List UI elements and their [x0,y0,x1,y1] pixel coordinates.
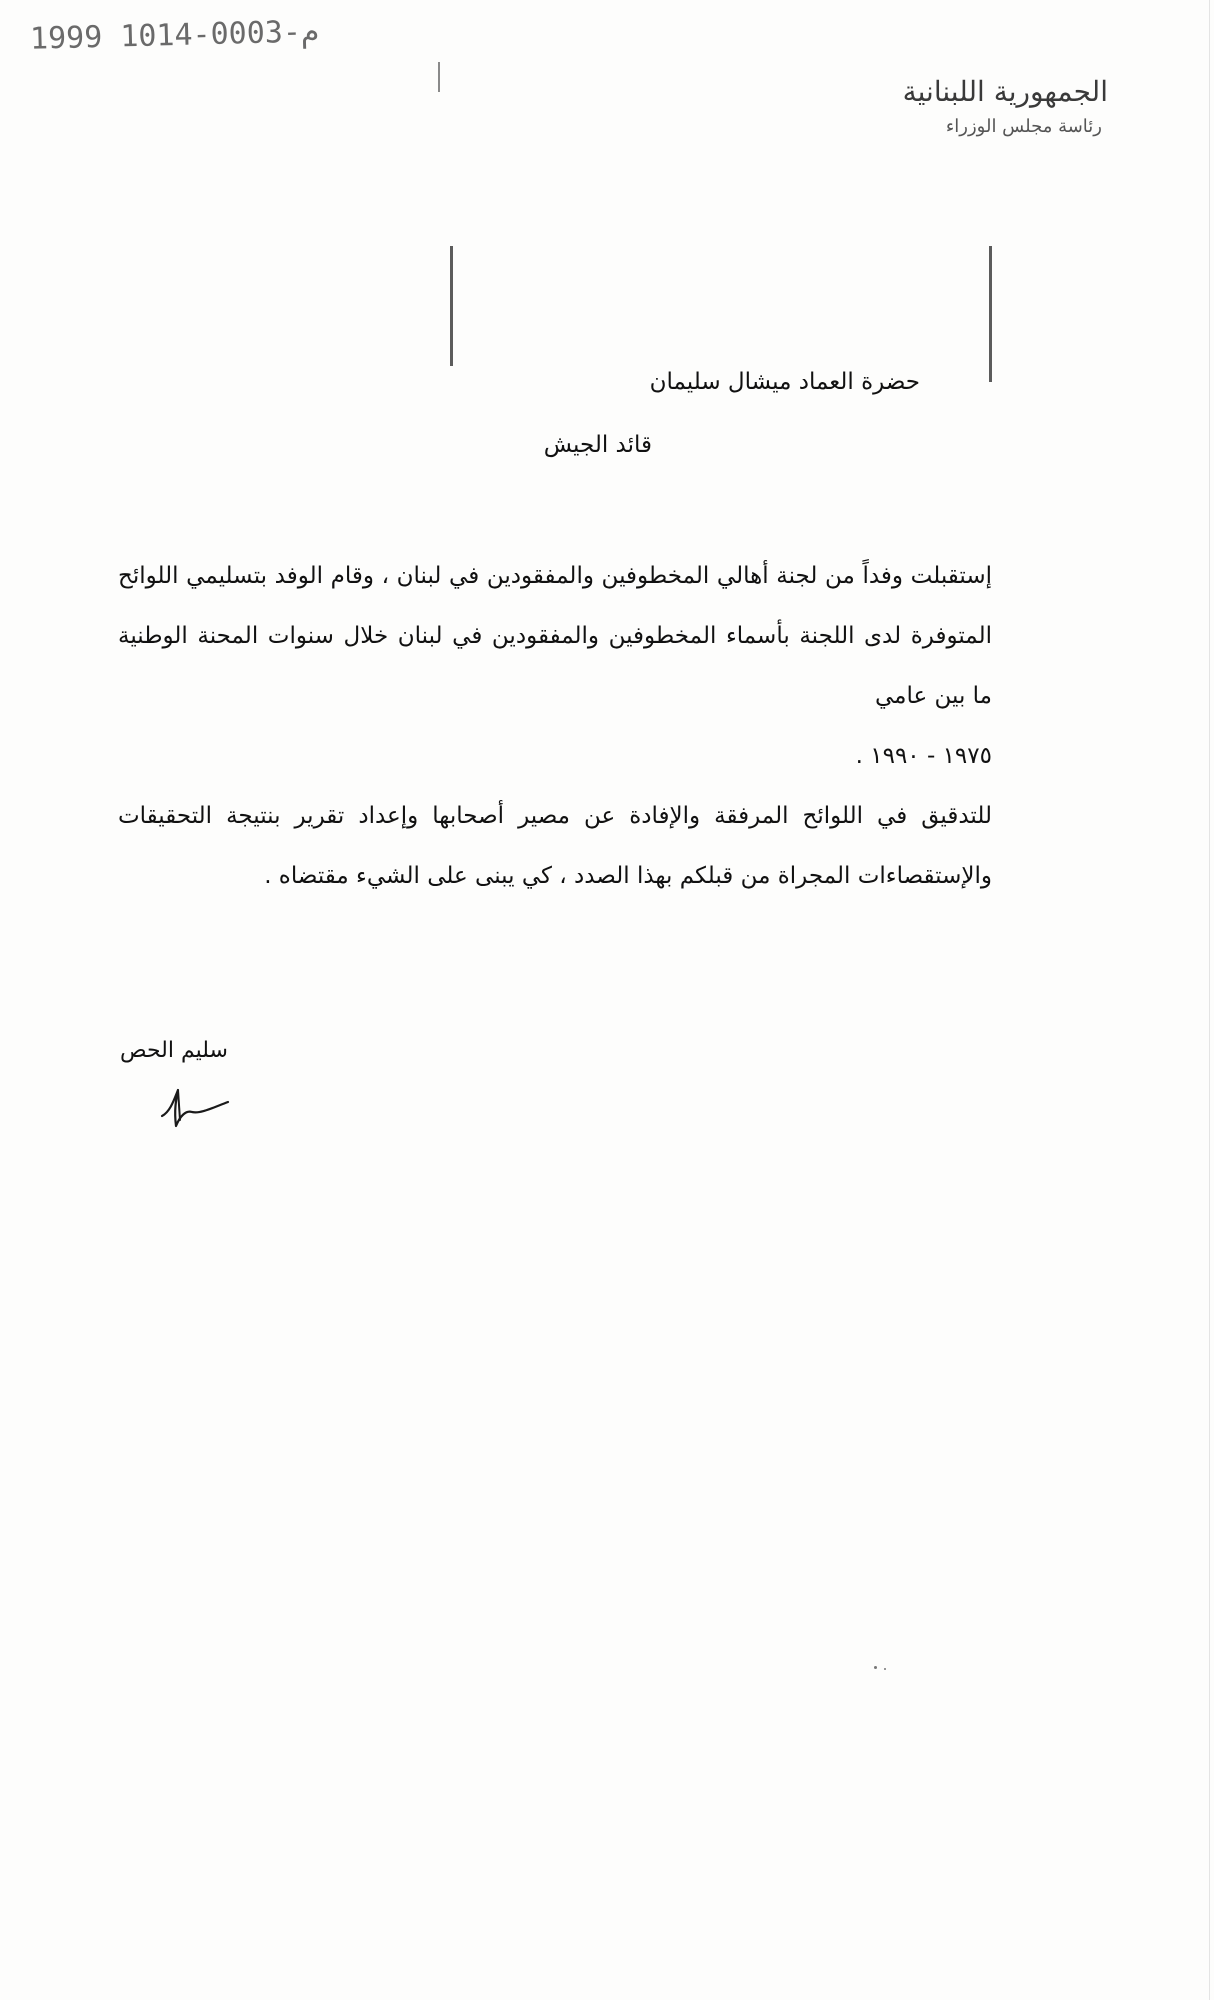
archive-reference-number: 1999 1014-0003-م [29,14,320,57]
body-paragraph-1-dates: ١٩٧٥ - ١٩٩٠ . [855,743,992,769]
letter-body [118,546,992,906]
scan-speck [884,1668,886,1670]
body-paragraph-1: إستقبلت وفداً من لجنة أهالي المخطوفين والمفقودين في لبنان ، وقام الوفد بتسليمي اللوائح المتوفرة لدى اللجنة بأسماء المخطوفين والمفقودين في لبنان خلال سنوات المحنة الوطنية ما بين عامي [118,563,992,709]
fold-mark-right [989,246,992,382]
letterhead-title: الجمهورية اللبنانية [902,75,1108,108]
handwritten-signature [156,1086,236,1134]
page-edge-line [1209,0,1210,2000]
scan-speck [874,1666,877,1669]
signatory-name: سليم الحص [120,1038,228,1063]
fold-mark-left [450,246,453,366]
body-paragraph-2: للتدقيق في اللوائح المرفقة والإفادة عن مصير أصحابها وإعداد تقرير بنتيجة التحقيقات والإستقصاءات المجراة من قبلكم بهذا الصدد ، كي يبنى على الشيء مقتضاه . [118,803,992,889]
letterhead-subtitle: رئاسة مجلس الوزراء [945,116,1102,137]
letterhead [848,74,1108,164]
addressee-title: قائد الجيش [543,432,652,458]
scan-mark [438,62,440,92]
addressee-name: حضرة العماد ميشال سليمان [649,369,920,395]
